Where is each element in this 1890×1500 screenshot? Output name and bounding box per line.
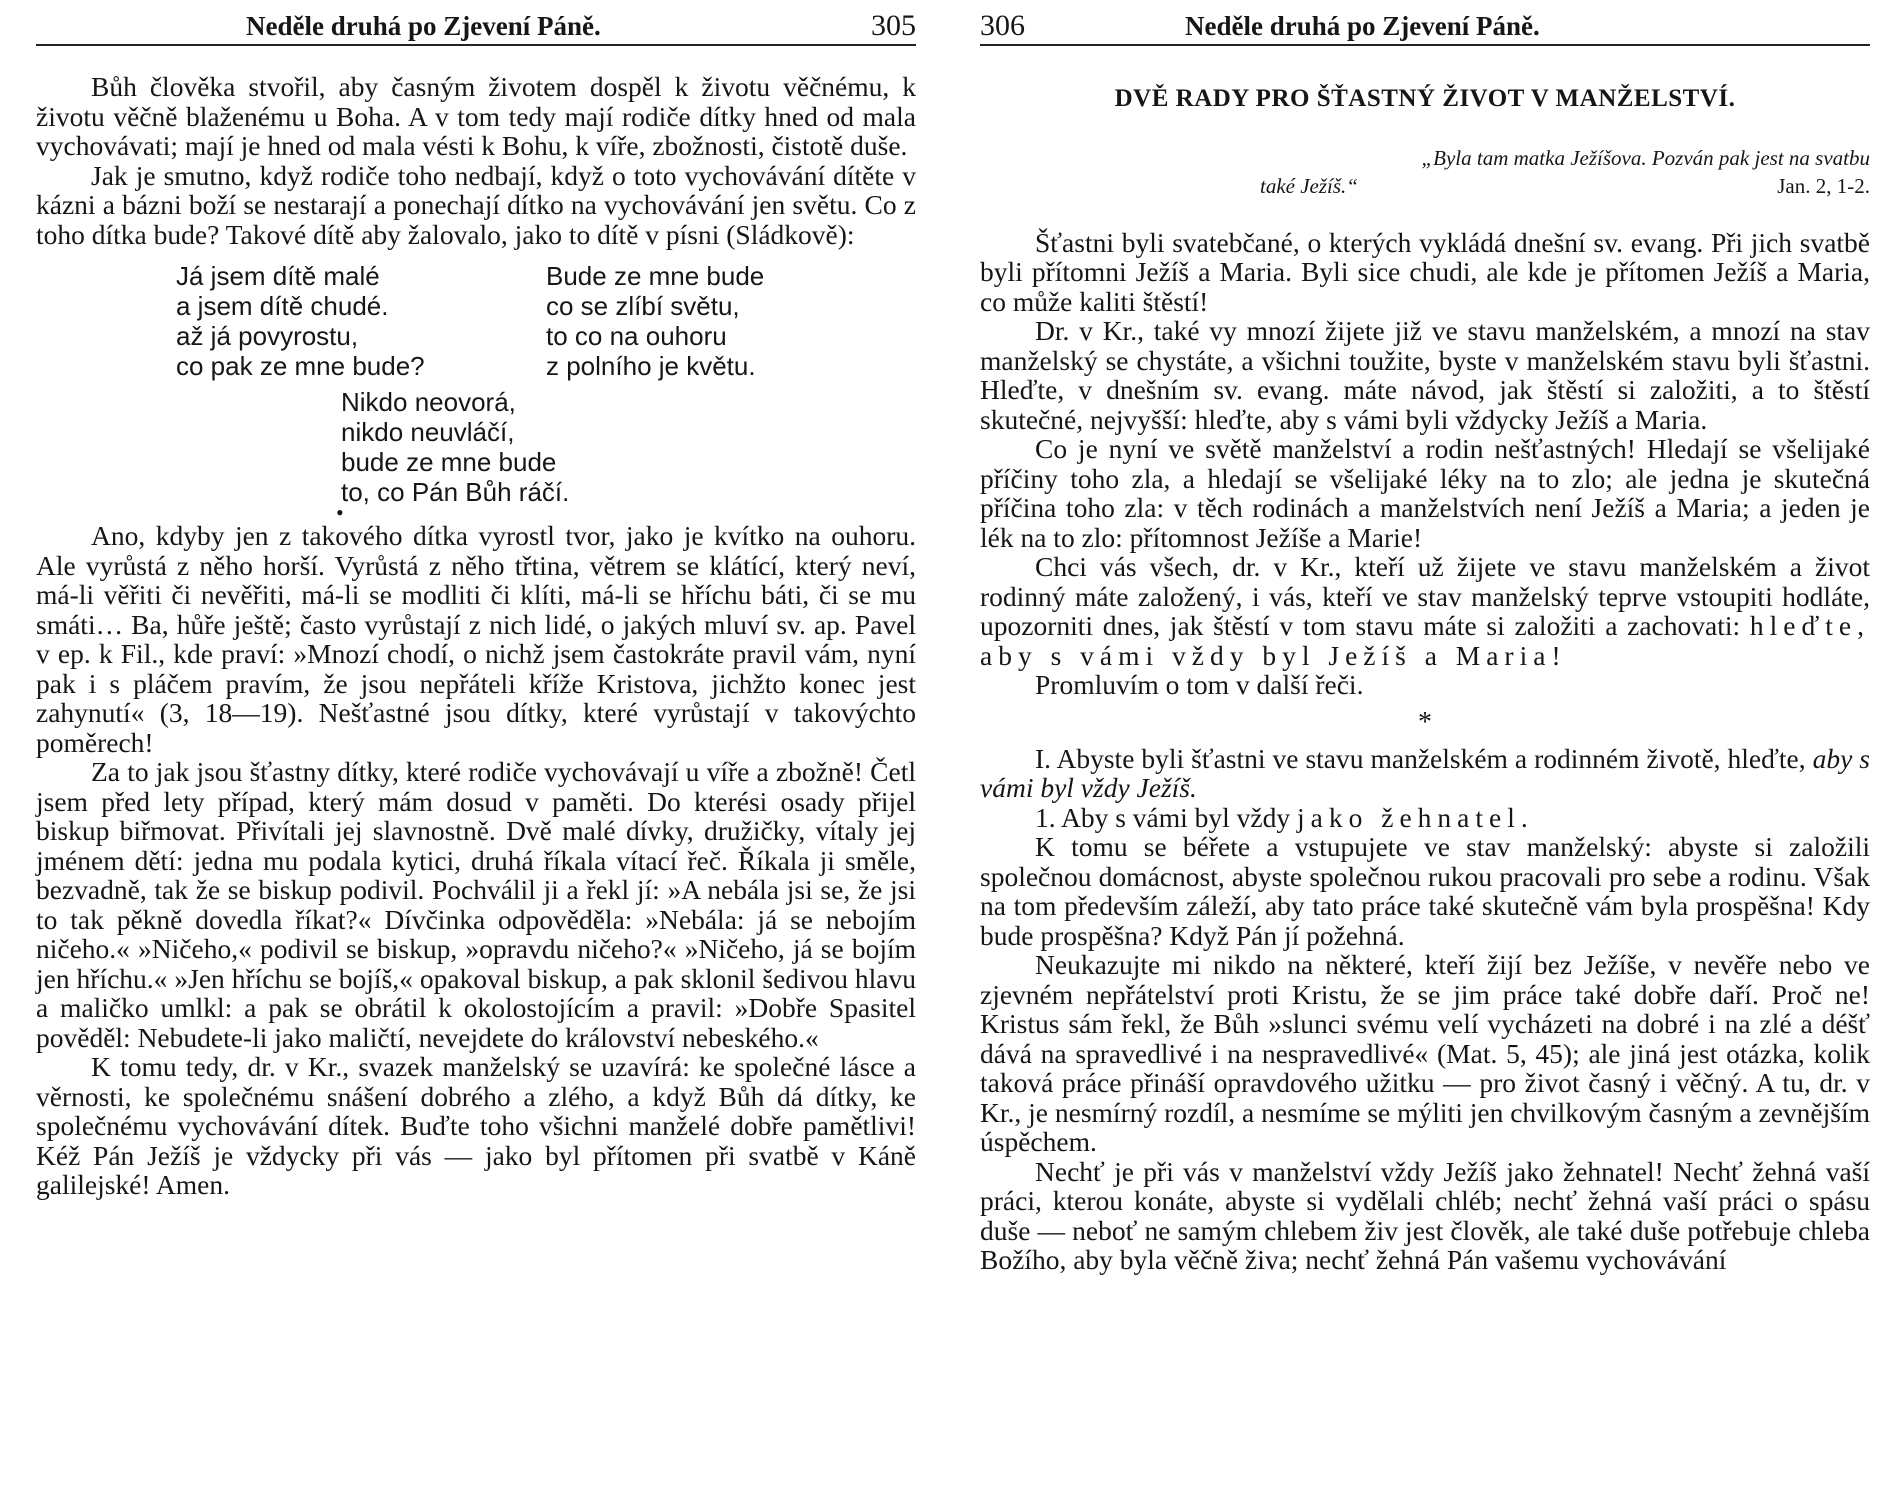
left-page-header [36, 8, 916, 46]
poem-stanza-1 [176, 261, 916, 381]
motto-row [1260, 172, 1870, 200]
poem-line: nikdo neuvláčí, [341, 417, 515, 447]
page-number: 306 [980, 9, 1025, 42]
section-divider: * [1418, 706, 1432, 738]
section-heading-text: I. Abyste byli šťastni ve stavu manželském a rodinném životě, hleďte, [1035, 742, 1806, 774]
spacer [980, 200, 1870, 228]
left-page [0, 0, 930, 1500]
paragraph: Dr. v Kr., také vy mnozí žijete již ve stavu manželském, a mnozí na stav manželský se chystáte, a všichni toužite, byste v manželském stavu byli šťastni. Hleďte, v dnešním sv. evang. máte návod, jak štěstí si založiti, a to štěstí skutečné, nejvyšší: hleďte, aby s vámi byli vždycky Ježíš a Maria. [980, 315, 1870, 435]
poem-line: z polního je květu. [546, 351, 756, 381]
paragraph: Co je nyní ve světě manželství a rodin nešťastných! Hledají se všelijaké příčiny toho zla, a hledají se všelijaké léky na to zlo; ale jedna je skutečná příčina toho zla: v těch rodinách a manželstvích není Ježíš a Maria; a jeden je lék na to zlo: přítomnost Ježíše a Marie! [980, 433, 1870, 553]
emphasized-text: aby s vámi byl vždy Ježíš. [980, 742, 1870, 803]
poem-line: Bude ze mne bude [546, 261, 765, 291]
paragraph: K tomu se béřete a vstupujete ve stav manželský: abyste si založili společnou domácnost, abyste společnou rukou pracovali pro sebe a rodinu. Však na tom především záleží, aby tato práce také skutečně vám byla prospěšna! Kdy bude prospěšna? Když Pán jí požehná. [980, 831, 1870, 951]
right-page-body [980, 72, 1870, 1275]
paragraph: Za to jak jsou šťastny dítky, které rodiče vychovávají u víře a zbožně! Četl jsem před lety případ, který mám dosud v paměti. Do kterési osady přijel biskup biřmovat. Přivítali jej slavnostně. Dvě malé dívky, družičky, vítaly jej jménem dětí: jedna mu podala kytici, druhá říkala vítací řeč. Říkala ji směle, bezvadně, tak že se biskup podivil. Pochválil ji a řekl jí: »A nebála jsi se, že jsi to tak pěkně dovedla říkat?« Dívčinka odpověděla: »Nebála: já se nebojím ničeho.« »Ničeho,« podivil se biskup, »opravdu ničeho?« »Ničeho, já se bojím jen hříchu.« »Jen hříchu se bojíš,« opakoval biskup, a pak sklonil šedivou hlavu a maličko umlkl: a pak se obrátil k okolostojícím a pravil: »Dobře Spasitel pověděl: Nebudete-li jako maličtí, nevejdete do království nebeského.« [36, 756, 916, 1053]
paragraph: Nechť je při vás v manželství vždy Ježíš jako žehnatel! Nechť žehná vaší práci, kterou konáte, abyste si vydělali chléb; nechť žehná vaší práci o spásu duše — neboť ne samým chlebem živ jest člověk, ale také duše potřebuje chleba Božího, aby byla věčně živa; nechť žehná Pán vašemu vychovávání [980, 1155, 1870, 1275]
poem-line: to, co Pán Bůh ráčí. [341, 477, 570, 507]
right-page-header [980, 8, 1870, 46]
poem-line: bude ze mne bude [341, 447, 557, 477]
poem-line: až já povyrostu, [176, 321, 359, 351]
poem-stanza-2 [341, 387, 916, 507]
paragraph: Jak je smutno, když rodiče toho nedbají, když o toto vychovávání dítěte v kázni a bázni boží se nestarají a ponechají dítko na vychovávání jen světu. Co z toho dítka bude? Takové dítě aby žalovalo, jako to dítě v písni (Sládkově): [36, 159, 916, 250]
article-title: DVĚ RADY PRO ŠŤASTNÝ ŽIVOT V MANŽELSTVÍ. [1114, 85, 1736, 112]
poem-line: Já jsem dítě malé [176, 261, 380, 291]
poem-line: co pak ze mne bude? [176, 351, 425, 381]
page-number: 305 [871, 9, 916, 42]
poem-line: a jsem dítě chudé. [176, 291, 389, 321]
poem-column-2 [546, 261, 846, 381]
right-page [960, 0, 1890, 1500]
running-title: Neděle druhá po Zjevení Páně. [246, 11, 601, 41]
paragraph [980, 552, 1870, 670]
poem-column-1 [176, 261, 476, 381]
emphasized-text: jako žehnatel. [1297, 801, 1534, 833]
motto-quote-end: také Ježíš.“ [1260, 173, 1358, 198]
paragraph: Šťastni byli svatebčané, o kterých vykládá dnešní sv. evang. Při jich svatbě byli přítomni Ježíš a Maria. Byli sice chudi, ale kde je přítomen Ježíš a Maria, co může kaliti štěstí! [980, 226, 1870, 317]
motto-reference: Jan. 2, 1-2. [1777, 173, 1870, 198]
poem-line: co se zlíbí světu, [546, 291, 740, 321]
paragraph: K tomu tedy, dr. v Kr., svazek manželský se uzavírá: ke společné lásce a věrnosti, ke společnému snášení dobrého a zlého, a když Bůh dá dítky, ke společnému vychovávání dítek. Buďte toho všichni manželé dobře pamětlivi! Kéž Pán Ježíš je vždycky při vás — jako byl přítomen při svatbě v Káně galilejské! Amen. [36, 1051, 916, 1200]
paragraph: Promluvím o tom v další řeči. [1035, 669, 1364, 700]
point-heading-text: 1. Aby s vámi byl vždy [1035, 801, 1291, 833]
point-heading [980, 803, 1870, 833]
paragraph: Neukazujte mi nikdo na některé, kteří žijí bez Ježíše, v nevěře nebo ve zjevném nepřátelství proti Kristu, že se jim práce také dobře daří. Proč ne! Kristus sám řekl, že Bůh »slunci svému velí vycházeti na dobré i na zlé a déšť dává na spravedlivé i na nespravedlivé« (Mat. 5, 45); ale jiná jest otázka, kolik taková práce přináší opravdového užitku — pro život časný i věčný. A tu, dr. v Kr., je nesmírný rozdíl, a nesmíme se mýliti jen chvilkovým časným a zevnějším úspěchem. [980, 949, 1870, 1157]
poem-line: Nikdo neovorá, [341, 387, 516, 417]
paragraph: Bůh člověka stvořil, aby časným životem dospěl k životu věčnému, k životu věčně blaženému u Boha. A v tom tedy mají rodiče dítky hned od mala vychovávati; mají je hned od mala vésti k Bohu, k víře, zbožnosti, čistotě duše. [36, 71, 916, 161]
motto-quote: „Byla tam matka Ježíšova. Pozván pak jest na svatbu [1421, 145, 1870, 170]
paragraph: Ano, kdyby jen z takového dítka vyrostl tvor, jako je kvítko na ouhoru. Ale vyrůstá z něho horší. Vyrůstá z něho třtina, větrem se klátící, který neví, má-li věřiti či nevěřiti, má-li se modliti či klíti, má-li se hříchu báti, či se mu smáti… Ba, hůře ještě; často vyrůstají z nich lidé, o jakých mluví sv. ap. Pavel v ep. k Fil., kde praví: »Mnozí chodí, o nichž jsem častokráte pravil vám, nyní pak i s pláčem pravím, že jsou nepřáteli kříže Kristova, jichžto konec jest zahynutí« (3, 18—19). Nešťastné jsou dítky, které vyrůstají v takovýchto poměrech! [36, 520, 916, 758]
section-heading [980, 744, 1870, 803]
section-bullet: • [336, 500, 344, 525]
paragraph-text: Chci vás všech, dr. v Kr., kteří už žijete ve stavu manželském a život rodinný máte založený, i vás, kteří ve stav manželský teprve vstoupiti hodláte, upozorniti dnes, jak štěstí v tom stavu máte si založiti a zachovati: [980, 551, 1870, 641]
running-title: Neděle druhá po Zjevení Páně. [1185, 11, 1540, 41]
emphasized-text: hleďte, aby s vámi vždy byl Ježíš a Maria! [980, 610, 1871, 671]
poem-line: to co na ouhoru [546, 321, 727, 351]
motto [980, 144, 1870, 200]
left-page-body [36, 72, 916, 1200]
